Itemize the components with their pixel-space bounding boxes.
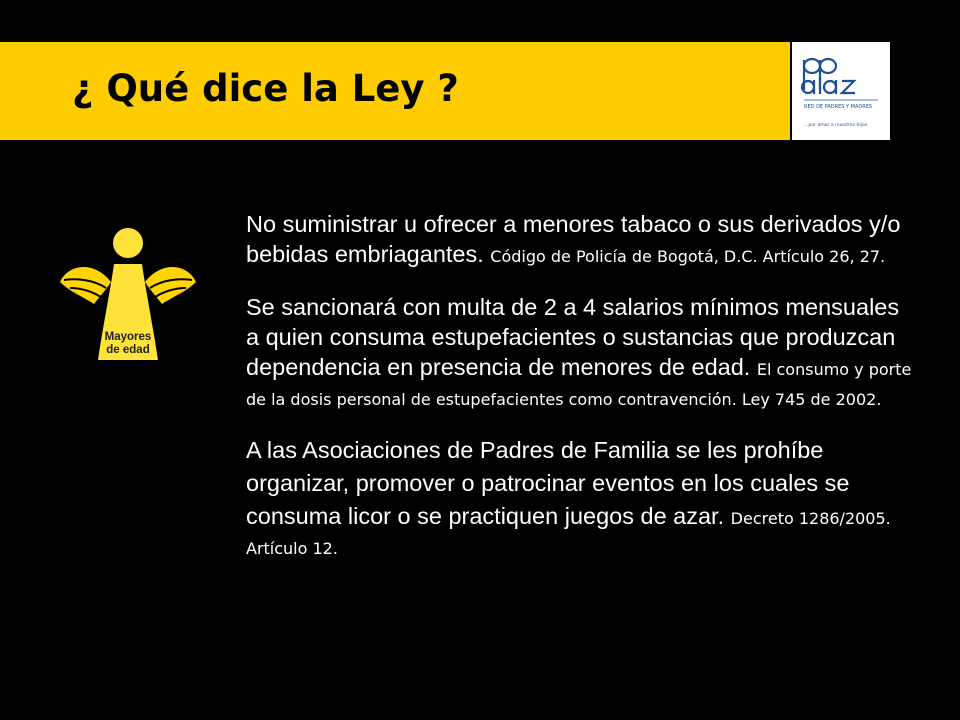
badge-label-line2: de edad: [106, 344, 150, 356]
angel-badge: [54, 222, 202, 370]
paragraph-2-text: Se sancionará con multa de 2 a 4 salarios mínimos mensuales a quien consuma estupefacientes o sustancias que produzcan dependencia en presencia de menores de edad.: [246, 294, 900, 380]
logo-line2: ...por amor a nuestros hijos.: [804, 123, 869, 128]
angel-icon: [54, 222, 202, 370]
logo-line1: RED DE PADRES Y MADRES: [804, 104, 873, 110]
paragraph-2: [246, 292, 914, 415]
ppaz-logo-icon: [792, 42, 890, 140]
ppaz-logo: [792, 42, 890, 140]
paragraph-1-reference: Código de Policía de Bogotá, D.C. Artículo 26, 27.: [490, 247, 886, 266]
paragraph-3-text: A las Asociaciones de Padres de Familia se les prohíbe organizar, promover o patrocinar eventos en los cuales se consuma licor o se practiquen juegos de azar.: [246, 437, 850, 529]
paragraph-2-reference: El consumo y porte de la dosis personal de estupefacientes como contravención. Ley 745 de 2002.: [246, 360, 912, 409]
paragraph-3-reference: Decreto 1286/2005. Artículo 12.: [246, 509, 891, 558]
law-paragraphs: [246, 209, 914, 584]
slide-title: ¿ Qué dice la Ley ?: [72, 67, 459, 110]
paragraph-1: [246, 209, 914, 272]
badge-label-line1: Mayores: [104, 331, 152, 343]
paragraph-1-text: No suministrar u ofrecer a menores tabaco o sus derivados y/o bebidas embriagantes.: [246, 211, 901, 267]
paragraph-3: [246, 435, 914, 564]
